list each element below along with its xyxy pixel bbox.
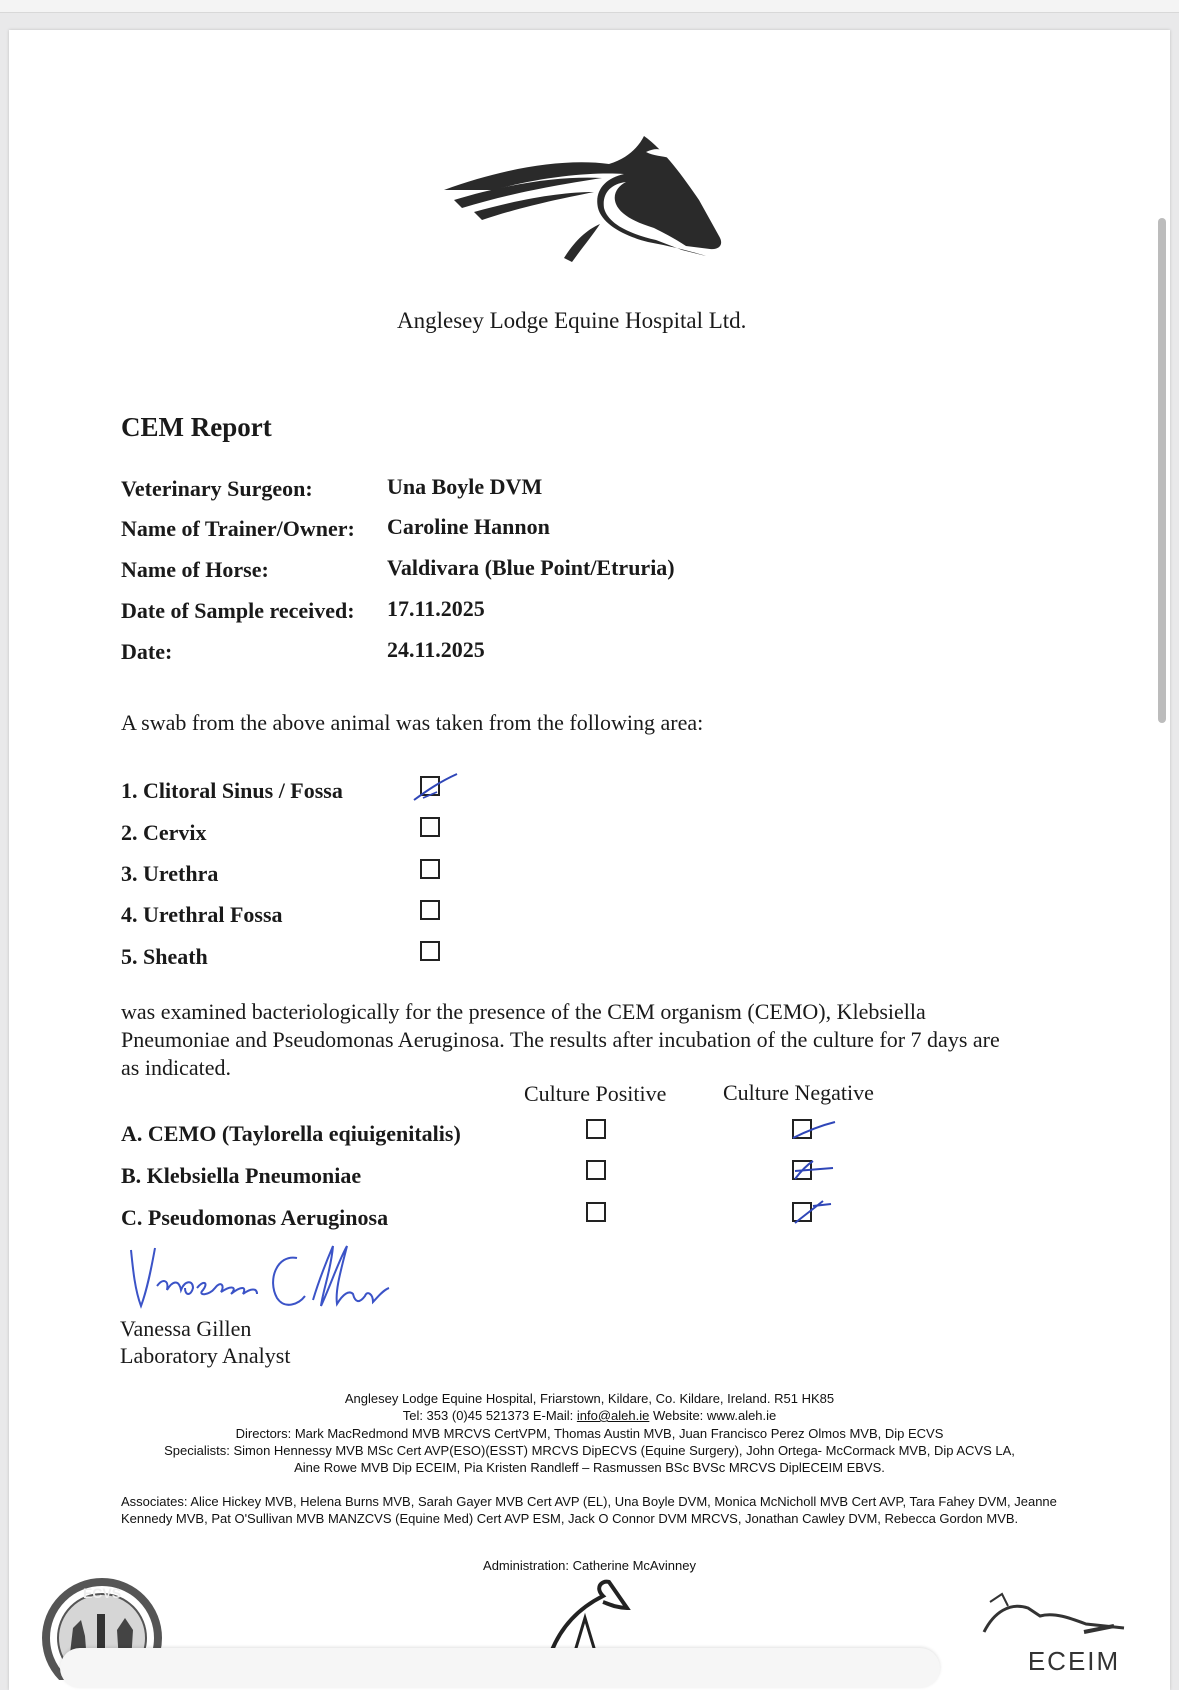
field-value-date: 24.11.2025 (387, 637, 485, 662)
result-positive-checkbox-klebsiella[interactable] (586, 1160, 606, 1180)
footer-specialists-line-1: Specialists: Simon Hennessy MVB MSc Cert AVP(ESO)(ESST) MRCVS DipECVS (Equine Surgery), John Ortega- McCormack MVB, Dip ACVS LA, (164, 1443, 1015, 1458)
result-negative-check-mark-cemo (789, 1116, 839, 1142)
eceim-badge (974, 1572, 1154, 1682)
analyst-title: Laboratory Analyst (120, 1343, 291, 1368)
area-checkbox-cervix[interactable] (420, 817, 440, 837)
vertical-scrollbar[interactable] (1158, 218, 1166, 723)
footer-address: Anglesey Lodge Equine Hospital, Friarstown, Kildare, Co. Kildare, Ireland. R51 HK85 (344, 1391, 835, 1406)
footer-email-link[interactable]: info@aleh.ie (576, 1408, 650, 1423)
footer-directors: Directors: Mark MacRedmond MVB MRCVS CertVPM, Thomas Austin MVB, Juan Francisco Perez Olmos MVB, Dip ECVS (235, 1426, 944, 1441)
field-value-horse: Valdivara (Blue Point/Etruria) (387, 555, 675, 580)
result-negative-check-mark-klebsiella (789, 1157, 839, 1183)
area-checkbox-urethral-fossa[interactable] (420, 900, 440, 920)
field-label-date: Date: (121, 639, 173, 664)
result-label-cemo: A. CEMO (Taylorella eqiuigenitalis) (121, 1121, 461, 1146)
column-header-culture-negative: Culture Negative (723, 1080, 874, 1105)
area-label-urethral-fossa: 4. Urethral Fossa (121, 902, 283, 927)
area-checkbox-sheath[interactable] (420, 941, 440, 961)
field-value-sample-received: 17.11.2025 (387, 596, 485, 621)
bottom-toolbar (60, 1648, 940, 1688)
field-label-sample-received: Date of Sample received: (121, 598, 355, 623)
area-label-cervix: 2. Cervix (121, 820, 207, 845)
result-label-klebsiella: B. Klebsiella Pneumoniae (121, 1163, 362, 1188)
footer-website: Website: www.aleh.ie (649, 1408, 777, 1423)
area-label-clitoral-sinus: 1. Clitoral Sinus / Fossa (121, 778, 343, 803)
swab-intro-text: A swab from the above animal was taken from the following area: (121, 710, 704, 735)
ecvs-badge-text: ECVS (82, 1585, 122, 1601)
field-label-veterinary-surgeon: Veterinary Surgeon: (121, 476, 313, 501)
horse-logo (434, 128, 744, 278)
footer-tel: Tel: 353 (0)45 521373 E-Mail: (402, 1408, 577, 1423)
area-label-urethra: 3. Urethra (121, 861, 219, 886)
hospital-name: Anglesey Lodge Equine Hospital Ltd. (397, 308, 747, 333)
result-positive-checkbox-cemo[interactable] (586, 1119, 606, 1139)
result-label-pseudomonas: C. Pseudomonas Aeruginosa (121, 1205, 389, 1230)
report-title: CEM Report (121, 412, 272, 442)
area-check-mark-clitoral-sinus (411, 770, 461, 804)
previous-page-edge (0, 0, 1179, 13)
column-header-culture-positive: Culture Positive (524, 1081, 667, 1106)
field-label-trainer-owner: Name of Trainer/Owner: (121, 516, 355, 541)
footer-administration: Administration: Catherine McAvinney (483, 1558, 696, 1573)
footer-contact (9, 1408, 1170, 1423)
eceim-badge-text: ECEIM (1027, 1646, 1121, 1676)
field-value-veterinary-surgeon: Una Boyle DVM (387, 474, 543, 499)
footer-specialists-line-2: Aine Rowe MVB Dip ECEIM, Pia Kristen Randleff – Rasmussen BSc BVSc MRCVS DiplECEIM EBVS. (294, 1460, 885, 1475)
area-label-sheath: 5. Sheath (121, 944, 208, 969)
examination-paragraph: was examined bacteriologically for the presence of the CEM organism (CEMO), Klebsiella Pneumoniae and Pseudomonas Aeruginosa. The results after incubation of the culture for 7 days are as indicated. (121, 999, 1000, 1080)
document-page (9, 30, 1170, 1690)
footer-associates: Associates: Alice Hickey MVB, Helena Burns MVB, Sarah Gayer MVB Cert AVP (EL), Una Boyle DVM, Monica McNicholl MVB Cert AVP, Tara Fahey DVM, Jeanne Kennedy MVB, Pat O'Sullivan MVB MANZCVS (Equine Med) Cert AVP ESM, Jack O Connor DVM MRCVS, Jonathan Cawley DVM, Rebecca Gordon MVB. (121, 1494, 1057, 1526)
analyst-name: Vanessa Gillen (120, 1316, 252, 1341)
area-checkbox-urethra[interactable] (420, 859, 440, 879)
field-value-trainer-owner: Caroline Hannon (387, 514, 550, 539)
field-label-horse: Name of Horse: (121, 557, 269, 582)
result-positive-checkbox-pseudomonas[interactable] (586, 1202, 606, 1222)
result-negative-check-mark-pseudomonas (789, 1197, 839, 1227)
analyst-signature (127, 1240, 397, 1320)
